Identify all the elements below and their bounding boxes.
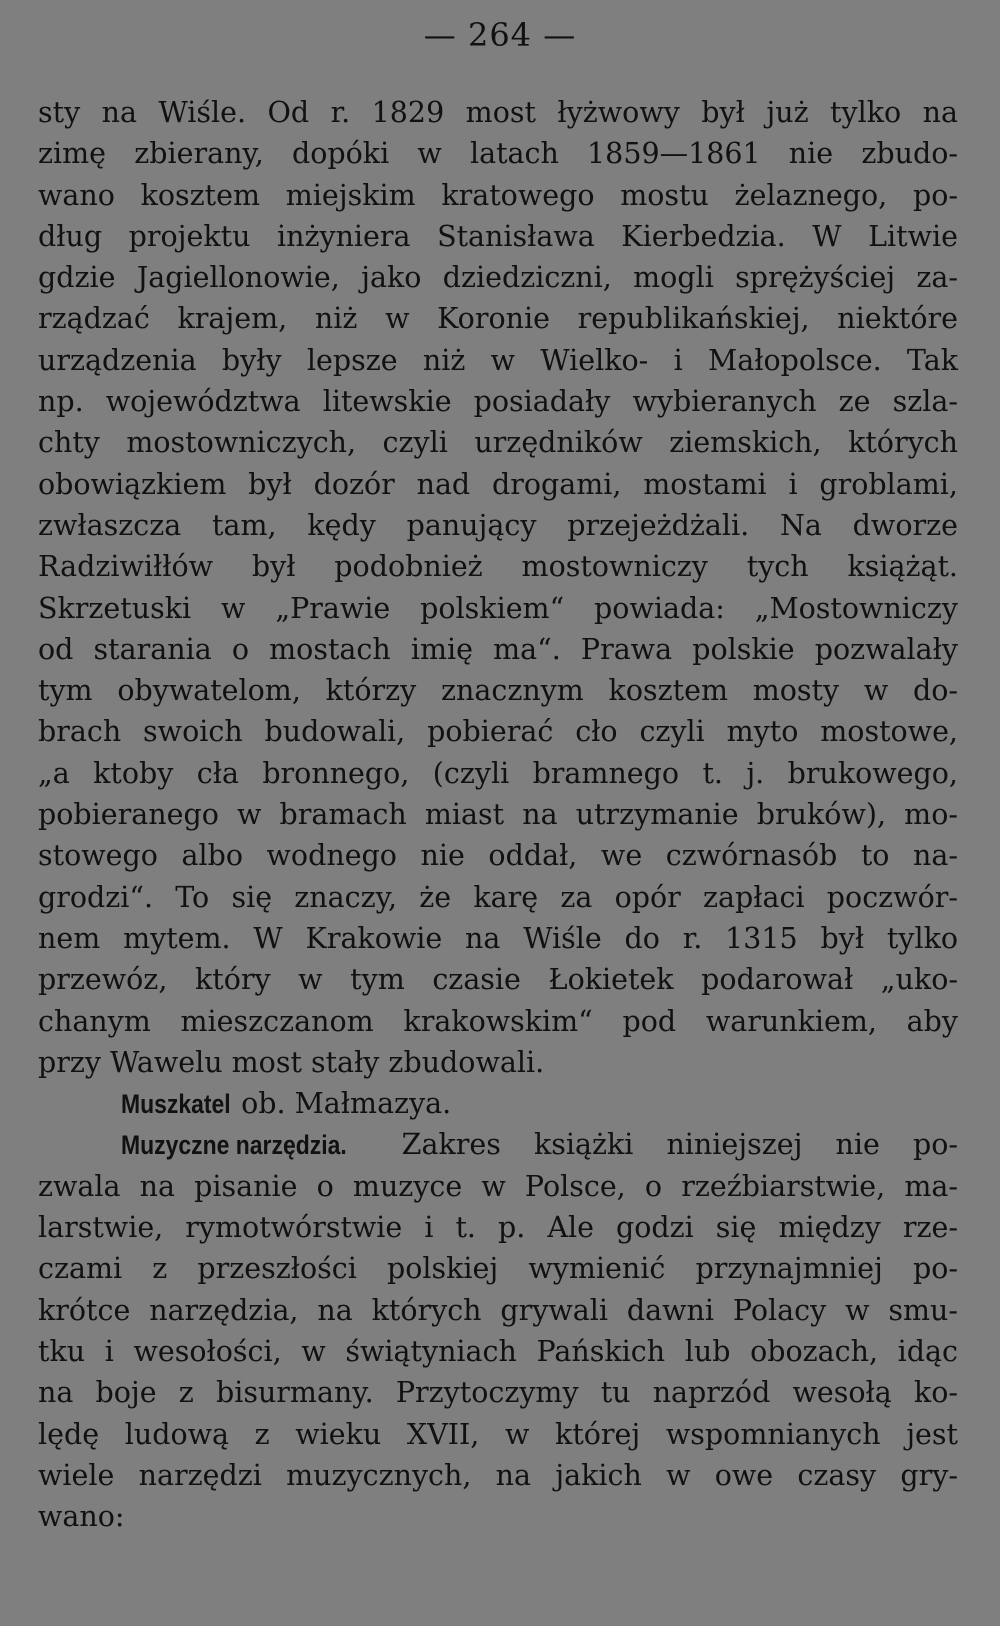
text-line: „a ktoby cła bronnego, (czyli bramnego t. j. brukowego,	[38, 756, 958, 790]
text-line: krótce narzędzia, na których grywali dawni Polacy w smu-	[38, 1293, 958, 1327]
text-line: np. województwa litewskie posiadały wybieranych ze szla-	[38, 385, 958, 419]
entry-headword: Muszkatel	[121, 1089, 231, 1120]
text-line: Skrzetuski w „Prawie polskiem“ powiada: „Mostowniczy	[38, 591, 958, 625]
text-line: od starania o mostach imię ma“. Prawa polskie pozwalały	[38, 632, 958, 666]
text-line: chanym mieszczanom krakowskim“ pod warunkiem, aby	[38, 1004, 958, 1038]
body-text	[38, 92, 958, 1537]
text-line: rządzać krajem, niż w Koronie republikańskiej, niektóre	[38, 302, 958, 336]
text-line: brach swoich budowali, pobierać cło czyli myto mostowe,	[38, 715, 958, 749]
text-line: larstwie, rymotwórstwie i t. p. Ale godzi się między rze-	[38, 1211, 958, 1245]
text-line: przewóz, który w tym czasie Łokietek podarował „uko-	[38, 963, 958, 997]
text-line: zimę zbierany, dopóki w latach 1859—1861 nie zbudo-	[38, 137, 958, 171]
text-line: czami z przeszłości polskiej wymienić przynajmniej po-	[38, 1252, 958, 1286]
entry-text: Zakres książki niniejszej nie po-	[401, 1128, 958, 1162]
text-line: pobieranego w bramach miast na utrzymanie bruków), mo-	[38, 798, 958, 832]
text-line: grodzi“. To się znaczy, że karę za opór zapłaci poczwór-	[38, 880, 958, 914]
page-number: — 264 —	[423, 16, 577, 54]
entry-text: ob. Małmazya.	[241, 1087, 452, 1121]
text-line: dług projektu inżyniera Stanisława Kierbedzia. W Litwie	[38, 219, 958, 253]
text-line: sty na Wiśle. Od r. 1829 most łyżwowy był już tylko na	[38, 96, 958, 129]
text-line: tym obywatelom, którzy znacznym kosztem mosty w do-	[38, 674, 958, 708]
text-line: wano kosztem miejskim kratowego mostu żelaznego, po-	[38, 178, 958, 212]
text-line: stowego albo wodnego nie oddał, we czwórnasób to na-	[38, 839, 958, 873]
text-line: na boje z bisurmany. Przytoczymy tu naprzód wesołą ko-	[38, 1376, 958, 1410]
text-line: obowiązkiem był dozór nad drogami, mostami i groblami,	[38, 467, 958, 501]
text-line: tku i wesołości, w świątyniach Pańskich lub obozach, idąc	[38, 1334, 958, 1368]
text-line: zwłaszcza tam, kędy panujący przejeżdżali. Na dworze	[38, 508, 958, 542]
text-line: Radziwiłłów był podobnież mostowniczy tych książąt.	[38, 550, 958, 584]
text-line: gdzie Jagiellonowie, jako dziedziczni, mogli sprężyściej za-	[38, 261, 958, 295]
entry-headword: Muzyczne narzędzia.	[121, 1130, 347, 1161]
text-line: chty mostowniczych, czyli urzędników ziemskich, których	[38, 426, 958, 460]
text-line: przy Wawelu most stały zbudowali.	[38, 1045, 545, 1079]
entry-muzyczne-first-line	[38, 1124, 958, 1165]
text-line: lędę ludową z wieku XVII, w której wspomnianych jest	[38, 1417, 958, 1451]
text-line: nem mytem. W Krakowie na Wiśle do r. 1315 był tylko	[38, 921, 958, 955]
entry-muszkatel	[38, 1083, 958, 1124]
text-line: wano:	[38, 1500, 125, 1534]
text-line: zwala na pisanie o muzyce w Polsce, o rzeźbiarstwie, ma-	[38, 1169, 958, 1203]
text-line: urządzenia były lepsze niż w Wielko- i Małopolsce. Tak	[38, 343, 958, 377]
text-line: wiele narzędzi muzycznych, na jakich w owe czasy gry-	[38, 1458, 958, 1492]
